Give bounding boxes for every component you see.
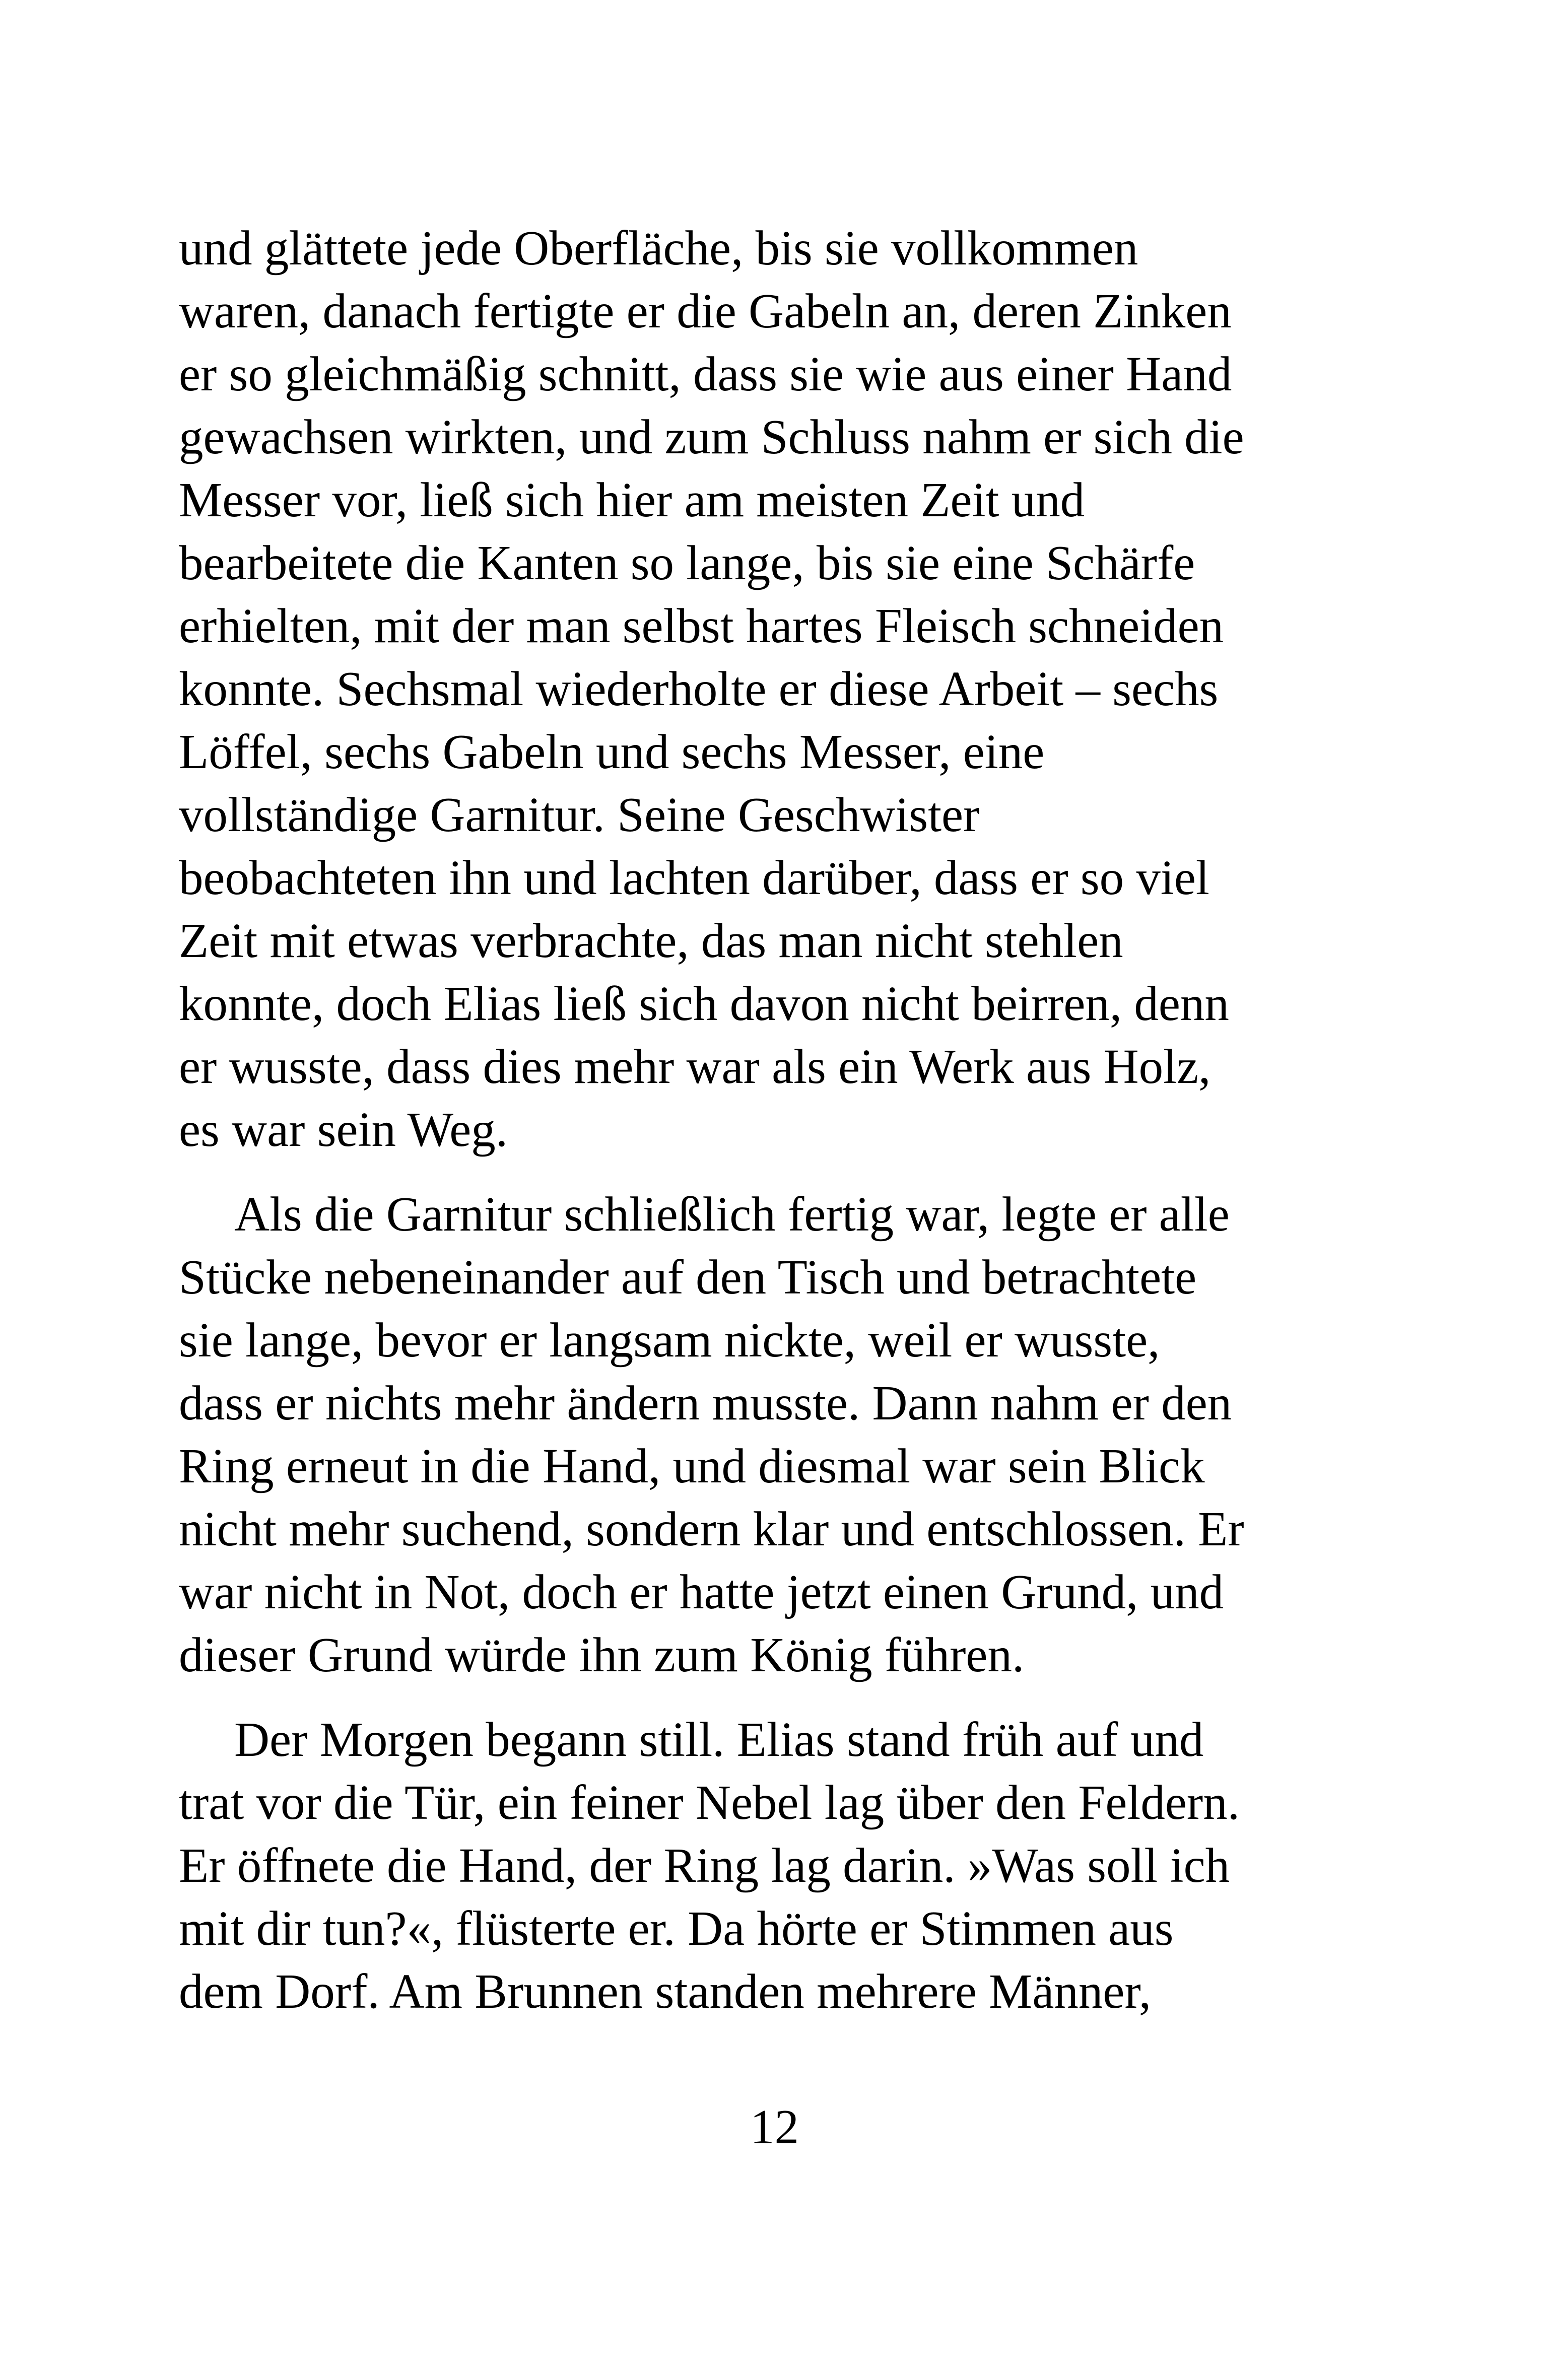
text-line: dieser Grund würde ihn zum König führen. xyxy=(179,1628,1025,1682)
text-line: mit dir tun?«, flüsterte er. Da hörte er Stimmen aus xyxy=(179,1901,1174,1955)
text-line: Als die Garnitur schließlich fertig war, legte er alle xyxy=(234,1187,1230,1241)
text-line: Stücke nebeneinander auf den Tisch und betrachtete xyxy=(179,1250,1197,1304)
text-line: Ring erneut in die Hand, und diesmal war sein Blick xyxy=(179,1439,1205,1493)
paragraph xyxy=(179,217,1378,1161)
text-line: sie lange, bevor er langsam nickte, weil er wusste, xyxy=(179,1313,1160,1367)
text-line: konnte. Sechsmal wiederholte er diese Arbeit – sechs xyxy=(179,662,1219,716)
text-line: es war sein Weg. xyxy=(179,1103,508,1157)
paragraph-spacing xyxy=(179,1686,1378,1708)
text-line: Er öffnete die Hand, der Ring lag darin. »Was soll ich xyxy=(179,1839,1230,1892)
text-line: bearbeitete die Kanten so lange, bis sie eine Schärfe xyxy=(179,536,1195,590)
text-line: erhielten, mit der man selbst hartes Fleisch schneiden xyxy=(179,599,1224,653)
text-line: und glättete jede Oberfläche, bis sie vollkommen xyxy=(179,221,1138,275)
text-line: dass er nichts mehr ändern musste. Dann nahm er den xyxy=(179,1376,1232,1430)
text-line: beobachteten ihn und lachten darüber, dass er so viel xyxy=(179,851,1209,905)
text-line: nicht mehr suchend, sondern klar und entschlossen. Er xyxy=(179,1502,1244,1556)
text-line: dem Dorf. Am Brunnen standen mehrere Männer, xyxy=(179,1964,1152,2018)
paragraph-spacing xyxy=(179,1161,1378,1183)
body-text xyxy=(179,217,1378,2023)
text-line: Löffel, sechs Gabeln und sechs Messer, eine xyxy=(179,725,1045,779)
text-line: er wusste, dass dies mehr war als ein Werk aus Holz, xyxy=(179,1040,1211,1094)
paragraph xyxy=(179,1708,1378,2023)
text-line: konnte, doch Elias ließ sich davon nicht beirren, denn xyxy=(179,977,1229,1031)
text-line: er so gleichmäßig schnitt, dass sie wie aus einer Hand xyxy=(179,347,1232,401)
page-number: 12 xyxy=(750,2100,799,2154)
text-line: vollständige Garnitur. Seine Geschwister xyxy=(179,788,980,842)
text-line: war nicht in Not, doch er hatte jetzt einen Grund, und xyxy=(179,1565,1224,1619)
text-line: Messer vor, ließ sich hier am meisten Zeit und xyxy=(179,473,1085,527)
text-line: Zeit mit etwas verbrachte, das man nicht stehlen xyxy=(179,914,1123,968)
text-line: waren, danach fertigte er die Gabeln an, deren Zinken xyxy=(179,284,1232,338)
paragraph xyxy=(179,1183,1378,1686)
text-line: gewachsen wirkten, und zum Schluss nahm er sich die xyxy=(179,410,1244,464)
text-line: Der Morgen begann still. Elias stand früh auf und xyxy=(234,1713,1204,1766)
text-line: trat vor die Tür, ein feiner Nebel lag über den Feldern. xyxy=(179,1776,1240,1829)
